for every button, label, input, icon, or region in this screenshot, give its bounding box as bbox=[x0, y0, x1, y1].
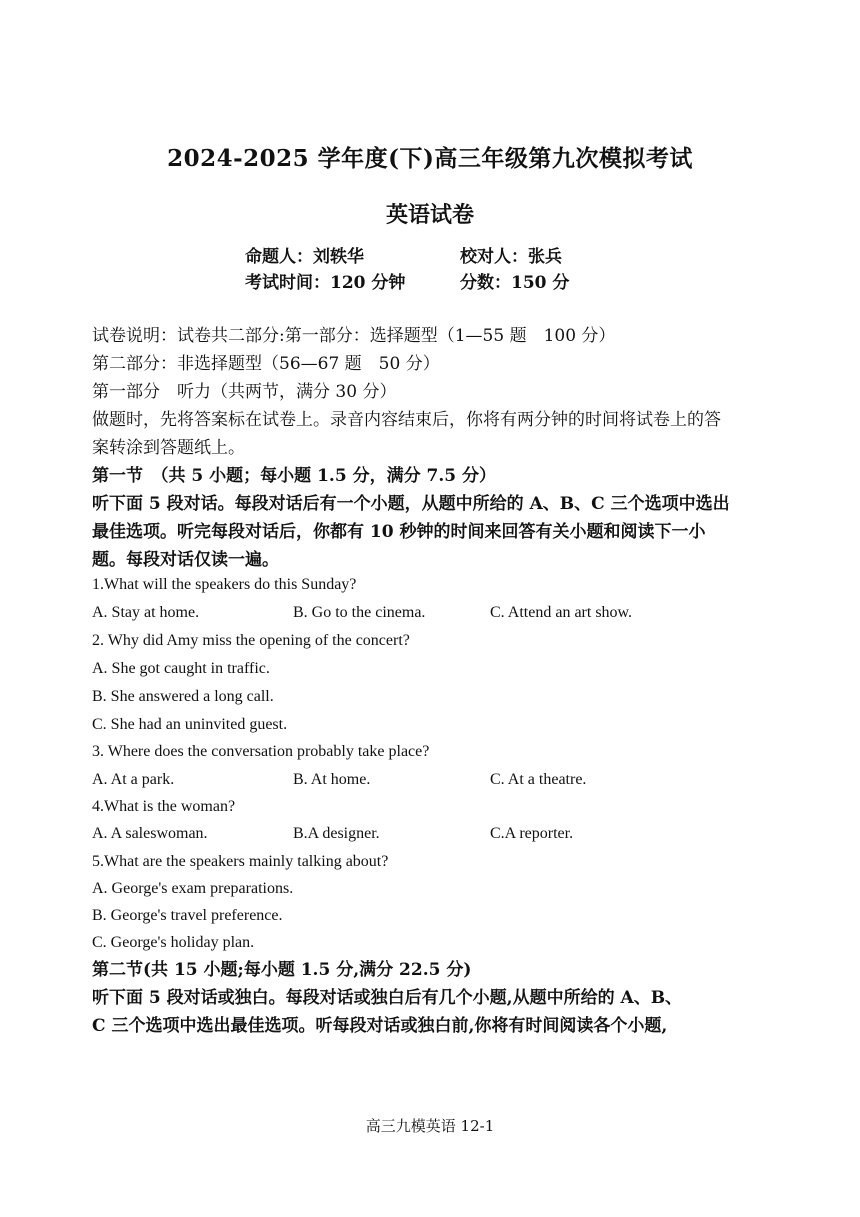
q5-option-a: A. George's exam preparations. bbox=[92, 880, 294, 897]
q4-option-a: A. A saleswoman. bbox=[92, 825, 208, 842]
exam-title: 2024-2025 学年度(下)高三年级第九次模拟考试 bbox=[167, 145, 693, 172]
question-2: 2. Why did Amy miss the opening of the concert? bbox=[92, 632, 410, 649]
question-4: 4.What is the woman? bbox=[92, 798, 236, 815]
q3-option-b: B. At home. bbox=[293, 771, 371, 788]
section2-heading: 第二节(共 15 小题;每小题 1.5 分,满分 22.5 分) bbox=[92, 960, 472, 980]
question-5: 5.What are the speakers mainly talking about? bbox=[92, 853, 389, 870]
exam-time: 考试时间：120 分钟 bbox=[245, 273, 406, 293]
intro-line-2: 第二部分：非选择题型（56—67 题 50 分） bbox=[92, 354, 440, 374]
section1-heading: 第一节 （共 5 小题；每小题 1.5 分，满分 7.5 分） bbox=[92, 466, 496, 486]
q2-option-c: C. She had an uninvited guest. bbox=[92, 716, 288, 733]
q2-option-a: A. She got caught in traffic. bbox=[92, 660, 270, 677]
exam-subtitle: 英语试卷 bbox=[385, 202, 474, 228]
part1-heading: 第一部分 听力（共两节，满分 30 分） bbox=[92, 382, 397, 402]
proofreader: 校对人：张兵 bbox=[460, 247, 562, 267]
exam-score: 分数：150 分 bbox=[460, 273, 570, 293]
q3-option-c: C. At a theatre. bbox=[490, 771, 587, 788]
setter: 命题人：刘轶华 bbox=[245, 247, 364, 267]
question-1: 1.What will the speakers do this Sunday? bbox=[92, 576, 357, 593]
part1-instructions: 做题时，先将答案标在试卷上。录音内容结束后，你将有两分钟的时间将试卷上的答案转涂到答题纸上。 bbox=[92, 410, 721, 458]
q5-option-c: C. George's holiday plan. bbox=[92, 934, 255, 951]
q1-option-b: B. Go to the cinema. bbox=[293, 604, 426, 621]
q4-option-b: B.A designer. bbox=[293, 825, 380, 842]
section1-instructions: 听下面 5 段对话。每段对话后有一个小题，从题中所给的 A、B、C 三个选项中选出最佳选项。听完每段对话后，你都有 10 秒钟的时间来回答有关小题和阅读下一小题。每段对话仅读一遍。 bbox=[92, 494, 730, 570]
q1-option-c: C. Attend an art show. bbox=[490, 604, 633, 621]
section2-instructions-line-2: C 三个选项中选出最佳选项。听每段对话或独白前,你将有时间阅读各个小题, bbox=[92, 1016, 668, 1036]
q4-option-c: C.A reporter. bbox=[490, 825, 574, 842]
q1-option-a: A. Stay at home. bbox=[92, 604, 200, 621]
section2-instructions-line-1: 听下面 5 段对话或独白。每段对话或独白后有几个小题,从题中所给的 A、B、 bbox=[92, 988, 683, 1008]
q3-option-a: A. At a park. bbox=[92, 771, 175, 788]
q5-option-b: B. George's travel preference. bbox=[92, 907, 283, 924]
question-3: 3. Where does the conversation probably take place? bbox=[92, 743, 430, 760]
intro-line-1: 试卷说明：试卷共二部分:第一部分：选择题型（1—55 题 100 分） bbox=[92, 326, 616, 346]
page-footer: 高三九模英语 12-1 bbox=[365, 1117, 495, 1135]
q2-option-b: B. She answered a long call. bbox=[92, 688, 274, 705]
